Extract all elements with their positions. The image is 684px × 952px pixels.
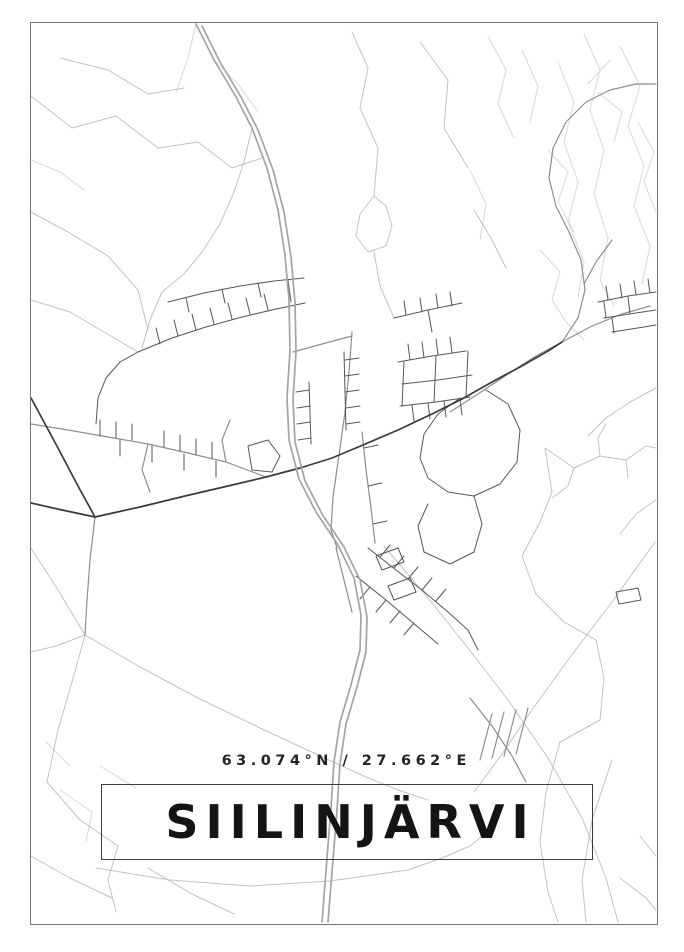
road-dark bbox=[448, 612, 478, 650]
road-light bbox=[474, 210, 506, 268]
road-light bbox=[31, 96, 262, 168]
road-dark bbox=[258, 283, 261, 297]
road-light bbox=[552, 468, 574, 498]
road-dark bbox=[436, 589, 446, 601]
road-faint bbox=[588, 60, 610, 84]
road-dark bbox=[436, 339, 438, 355]
road-faint bbox=[214, 60, 258, 112]
road-dark bbox=[408, 344, 410, 360]
road-medium bbox=[31, 424, 266, 477]
road-dark bbox=[404, 623, 414, 635]
road-light bbox=[374, 252, 394, 318]
road-dark bbox=[248, 440, 280, 472]
road-light bbox=[356, 196, 392, 252]
road-dark bbox=[436, 294, 438, 308]
road-dark bbox=[298, 438, 311, 440]
road-dark bbox=[364, 445, 378, 448]
road-faint bbox=[31, 160, 84, 190]
road-faint bbox=[558, 62, 584, 298]
road-dark bbox=[648, 279, 650, 293]
road-light bbox=[626, 460, 628, 478]
road-dark bbox=[222, 289, 225, 303]
road-dark bbox=[620, 284, 622, 298]
road-dark bbox=[412, 405, 414, 421]
road-dark bbox=[388, 578, 416, 600]
road-light bbox=[545, 446, 656, 468]
road-dark bbox=[612, 318, 614, 333]
road-dark bbox=[345, 374, 359, 376]
road-medium bbox=[142, 444, 150, 492]
road-medium bbox=[504, 710, 516, 756]
road-dark bbox=[296, 390, 309, 392]
road-faint bbox=[522, 50, 538, 122]
road-light bbox=[31, 856, 112, 898]
road-dark bbox=[604, 302, 606, 318]
road-faint bbox=[488, 36, 514, 138]
road-dark bbox=[376, 600, 386, 612]
road-light bbox=[162, 128, 252, 292]
road-dark bbox=[368, 483, 382, 486]
road-light bbox=[588, 388, 656, 436]
road-dark bbox=[345, 358, 359, 360]
road-light bbox=[96, 858, 442, 886]
road-dark bbox=[186, 298, 189, 312]
road-medium bbox=[470, 698, 526, 782]
road-faint bbox=[598, 92, 622, 142]
road-medium bbox=[85, 517, 95, 635]
road-light bbox=[640, 836, 656, 856]
road-darkmain bbox=[31, 342, 562, 517]
road-dark bbox=[346, 422, 360, 424]
road-dark bbox=[402, 375, 472, 384]
road-dark bbox=[376, 548, 404, 570]
road-dark bbox=[309, 382, 311, 444]
road-medium bbox=[562, 306, 650, 342]
road-dark bbox=[192, 314, 196, 330]
road-dark bbox=[408, 567, 418, 579]
road-faint bbox=[470, 170, 486, 240]
road-medium bbox=[293, 336, 352, 352]
road-dark bbox=[228, 303, 232, 319]
road-dark bbox=[422, 342, 424, 358]
road-light bbox=[352, 32, 378, 196]
road-faint bbox=[540, 250, 566, 322]
road-dark bbox=[390, 611, 400, 623]
coordinates-label: 63.074°N / 27.662°E bbox=[221, 753, 471, 769]
road-medium bbox=[331, 332, 352, 548]
road-dark bbox=[174, 320, 178, 336]
road-darkmain bbox=[31, 398, 95, 517]
city-title: SIILINJÄRVI bbox=[165, 795, 536, 849]
road-dark bbox=[210, 308, 214, 324]
road-dark bbox=[404, 301, 406, 315]
road-dark bbox=[606, 286, 608, 300]
city-title-box bbox=[101, 784, 593, 860]
road-dark bbox=[634, 281, 636, 295]
road-dark bbox=[398, 351, 466, 362]
road-dark bbox=[297, 422, 310, 424]
road-dark bbox=[418, 496, 482, 564]
road-faint bbox=[176, 24, 196, 92]
road-faint bbox=[638, 122, 656, 212]
road-dark bbox=[168, 278, 304, 302]
road-dark bbox=[246, 298, 250, 314]
road-dark bbox=[460, 399, 462, 415]
road-dark bbox=[264, 294, 268, 310]
road-faint bbox=[584, 34, 614, 306]
road-dark bbox=[420, 298, 422, 312]
road-faint bbox=[620, 46, 650, 284]
road-light bbox=[620, 878, 656, 910]
road-dark bbox=[138, 303, 305, 352]
road-light bbox=[522, 448, 604, 678]
road-dark bbox=[450, 337, 452, 353]
road-dark bbox=[428, 310, 432, 332]
road-light bbox=[420, 42, 468, 168]
road-dark bbox=[297, 406, 310, 408]
road-dark bbox=[156, 328, 160, 344]
road-light bbox=[31, 212, 148, 330]
road-dark bbox=[96, 352, 138, 424]
road-dark bbox=[612, 325, 656, 332]
road-light bbox=[148, 868, 234, 914]
road-light bbox=[560, 678, 604, 742]
road-dark bbox=[373, 521, 387, 524]
road-light bbox=[60, 58, 184, 94]
road-medium bbox=[222, 420, 230, 462]
road-medium bbox=[584, 240, 612, 284]
road-light bbox=[31, 548, 85, 635]
road-light bbox=[31, 300, 138, 352]
road-dark bbox=[346, 406, 360, 408]
road-medium bbox=[362, 432, 375, 543]
road-dark bbox=[466, 351, 468, 397]
road-medium bbox=[450, 84, 656, 412]
road-light bbox=[620, 500, 656, 534]
road-light bbox=[598, 424, 606, 456]
road-dark bbox=[450, 292, 452, 306]
road-light bbox=[31, 635, 85, 652]
road-dark bbox=[420, 390, 520, 496]
road-dark bbox=[434, 356, 436, 402]
road-dark bbox=[422, 578, 432, 590]
